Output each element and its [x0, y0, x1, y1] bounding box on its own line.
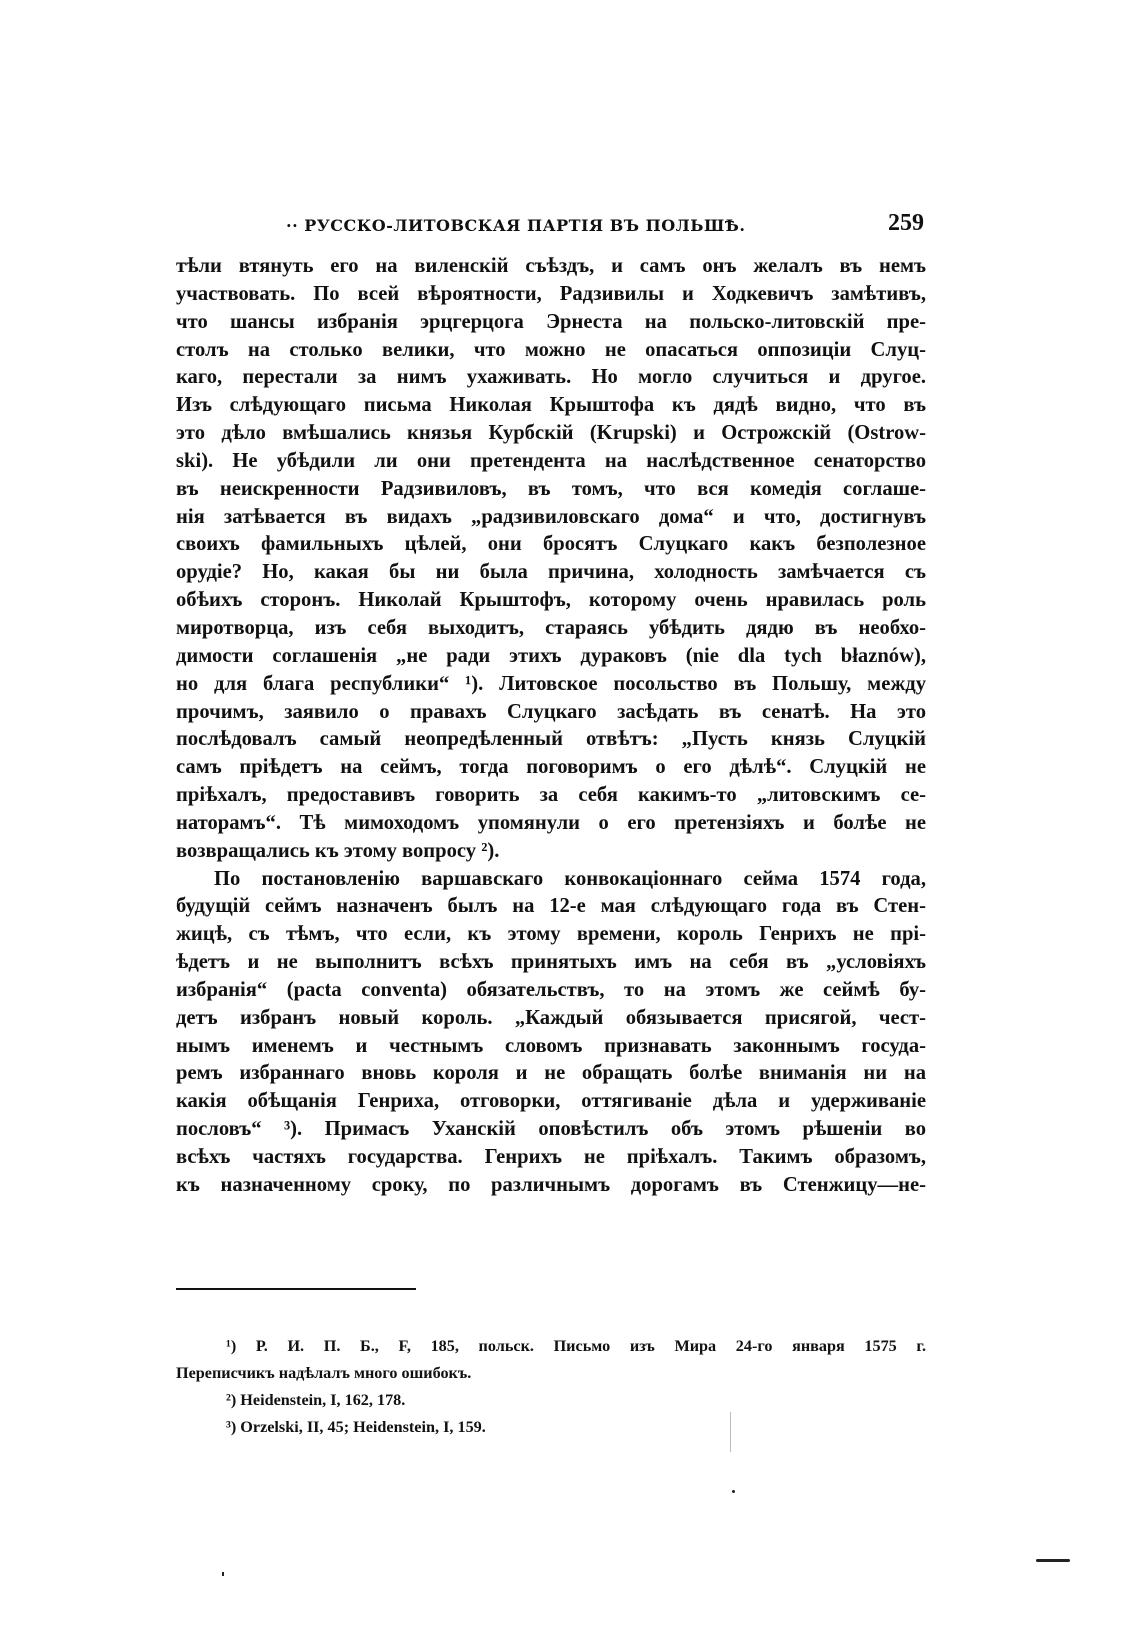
text-line: жицѣ, съ тѣмъ, что если, къ этому времени, король Генрихъ не прі-	[176, 923, 926, 946]
footnote-2: ²) Heidenstein, I, 162, 178.	[226, 1391, 406, 1409]
text-line: самъ пріѣдетъ на сеймъ, тогда поговоримъ о его дѣлѣ“. Слуцкій не	[176, 756, 926, 779]
text-line: пословъ“ ³). Примасъ Уханскій оповѣстилъ объ этомъ рѣшеніи во	[176, 1118, 926, 1141]
text-line: что шансы избранія эрцгерцога Эрнеста на польско-литовскій пре-	[176, 310, 926, 333]
text-line: избранія“ (pacta conventa) обязательствъ, то на этомъ же сеймѣ бу-	[176, 978, 926, 1001]
text-line: возвращались къ этому вопросу ²).	[176, 839, 500, 862]
text-line: Изъ слѣдующаго письма Николая Крыштофа къ дядѣ видно, что въ	[176, 394, 926, 417]
text-line: какія обѣщанія Генриха, отговорки, оттягиваніе дѣла и удерживаніе	[176, 1090, 926, 1113]
text-line: будущій сеймъ назначенъ былъ на 12-е мая слѣдующаго года въ Стен-	[176, 895, 926, 918]
text-line: орудіе? Но, какая бы ни была причина, холодность замѣчается съ	[176, 561, 926, 584]
scan-speck	[732, 1490, 735, 1493]
text-line: участвовать. По всей вѣроятности, Радзивилы и Ходкевичъ замѣтивъ,	[176, 282, 926, 305]
text-line: ремъ избраннаго вновь короля и не обращать болѣе вниманія ни на	[176, 1062, 926, 1085]
text-line: это дѣло вмѣшались князья Курбскій (Krupski) и Острожскій (Ostrow-	[176, 422, 926, 445]
text-line: въ неискренности Радзивиловъ, въ томъ, что вся комедія соглаше-	[176, 477, 926, 500]
page-number: 259	[888, 210, 924, 236]
text-line: своихъ фамильныхъ цѣлей, они бросятъ Слуцкаго какъ безполезное	[176, 533, 926, 556]
text-line: къ назначенному сроку, по различнымъ дорогамъ въ Стенжицу—не-	[176, 1173, 926, 1196]
footnote-3: ³) Orzelski, II, 45; Heidenstein, I, 159.	[226, 1418, 486, 1436]
text-line: наторамъ“. Тѣ мимоходомъ упомянули о его претензіяхъ и болѣе не	[176, 811, 926, 834]
text-line: каго, перестали за нимъ ухаживать. Но могло случиться и другое.	[176, 366, 926, 389]
text-line: всѣхъ частяхъ государства. Генрихъ не пріѣхалъ. Такимъ образомъ,	[176, 1146, 926, 1168]
scan-mark	[1036, 1559, 1070, 1562]
text-line: столъ на столько велики, что можно не опасаться оппозиціи Слуц-	[176, 338, 926, 361]
text-line: нымъ именемъ и честнымъ словомъ признавать законнымъ госуда-	[176, 1034, 926, 1057]
footnotes	[176, 1333, 926, 1441]
scan-speck	[222, 1572, 224, 1576]
text-line: миротворца, изъ себя выходитъ, стараясь убѣдить дядю въ необхо-	[176, 616, 926, 639]
text-line: тѣли втянуть его на виленскій съѣздъ, и самъ онъ желалъ въ немъ	[176, 255, 926, 277]
text-line: прочимъ, заявило о правахъ Слуцкаго засѣдать въ сенатѣ. На это	[176, 700, 926, 723]
footnote-1: ¹) Р. И. П. Б., F, 185, польск. Письмо изъ Мира 24-го января 1575 г.	[226, 1337, 926, 1355]
text-line: но для блага республики“ ¹). Литовское посольство въ Польшу, между	[176, 672, 926, 695]
text-line: обѣихъ сторонъ. Николай Крыштофъ, которому очень нравилась роль	[176, 589, 926, 612]
text-line: ski). Не убѣдили ли они претендента на наслѣдственное сенаторство	[176, 449, 926, 472]
text-line: нія затѣвается въ видахъ „радзивиловскаго дома“ и что, достигнувъ	[176, 505, 926, 528]
text-line: ѣдетъ и не выполнитъ всѣхъ принятыхъ имъ на себя въ „условіяхъ	[176, 951, 926, 974]
footnote-1-continued: Переписчикъ надѣлалъ много ошибокъ.	[176, 1364, 472, 1382]
text-line: пріѣхалъ, предоставивъ говорить за себя какимъ-то „литовскимъ се-	[176, 784, 926, 807]
footnote-rule	[176, 1288, 416, 1290]
scan-speck	[730, 1412, 731, 1452]
body-text	[176, 253, 926, 1200]
paragraph-start-line: По постановленію варшавскаго конвокаціоннаго сейма 1574 года,	[214, 867, 926, 890]
running-head	[176, 210, 924, 242]
text-line: детъ избранъ новый король. „Каждый обязывается присягой, чест-	[176, 1006, 926, 1029]
text-line: послѣдовалъ самый неопредѣленный отвѣтъ: „Пусть князь Слуцкій	[176, 728, 926, 751]
running-title: ·· РУССКО-ЛИТОВСКАЯ ПАРТІЯ ВЪ ПОЛЬШѢ.	[286, 216, 746, 235]
text-line: димости соглашенія „не ради этихъ дураковъ (nie dla tych błaznów),	[176, 644, 926, 667]
